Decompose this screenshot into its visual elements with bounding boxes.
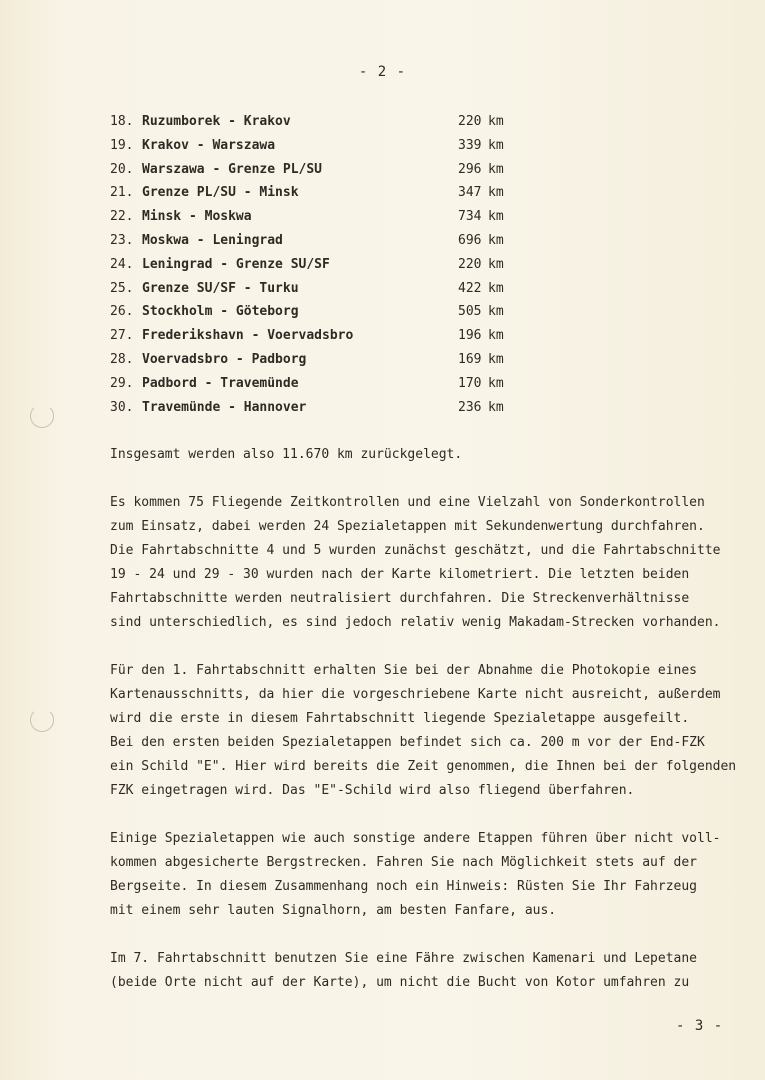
route-row	[110, 181, 530, 205]
route-row	[110, 110, 530, 134]
route-unit: km	[488, 209, 504, 225]
route-number: 20.	[110, 161, 134, 177]
route-name: Grenze SU/SF - Turku	[142, 280, 299, 296]
route-number: 30.	[110, 399, 134, 415]
route-unit: km	[488, 375, 504, 391]
route-unit: km	[488, 351, 504, 367]
text-line: sind unterschiedlich, es sind jedoch relativ wenig Makadam-Strecken vorhanden.	[110, 615, 721, 630]
route-distance: 220	[458, 114, 482, 129]
text-line: kommen abgesicherte Bergstrecken. Fahren Sie nach Möglichkeit stets auf der	[110, 855, 697, 870]
route-distance: 196	[458, 328, 482, 344]
route-row	[110, 372, 530, 396]
route-name: Leningrad - Grenze SU/SF	[142, 256, 330, 272]
route-unit: km	[488, 399, 504, 415]
text-line: Bergseite. In diesem Zusammenhang noch ein Hinweis: Rüsten Sie Ihr Fahrzeug	[110, 879, 697, 894]
route-row	[110, 253, 530, 277]
route-distance: 734	[458, 209, 482, 225]
route-number: 22.	[110, 209, 134, 225]
route-distance: 505	[458, 304, 482, 320]
route-row	[110, 229, 530, 253]
route-unit: km	[488, 114, 504, 129]
route-row	[110, 277, 530, 301]
route-distance: 220	[458, 256, 482, 272]
route-name: Stockholm - Göteborg	[142, 304, 299, 320]
text-line: Die Fahrtabschnitte 4 und 5 wurden zunächst geschätzt, und die Fahrtabschnitte	[110, 543, 721, 558]
route-name: Voervadsbro - Padborg	[142, 351, 307, 367]
text-line: ein Schild "E". Hier wird bereits die Zeit genommen, die Ihnen bei der folgenden	[110, 759, 737, 774]
route-name: Warszawa - Grenze PL/SU	[142, 161, 323, 177]
text-line: Für den 1. Fahrtabschnitt erhalten Sie bei der Abnahme die Photokopie eines	[110, 663, 697, 678]
text-line: Im 7. Fahrtabschnitt benutzen Sie eine Fähre zwischen Kamenari und Lepetane	[110, 951, 697, 966]
route-number: 18.	[110, 114, 134, 129]
route-name: Grenze PL/SU - Minsk	[142, 185, 299, 201]
text-line: Kartenausschnitts, da hier die vorgeschriebene Karte nicht ausreicht, außerdem	[110, 687, 721, 702]
route-number: 25.	[110, 280, 134, 296]
route-row	[110, 396, 530, 420]
punch-hole	[30, 708, 54, 732]
route-name: Moskwa - Leningrad	[142, 232, 283, 248]
route-name: Travemünde - Hannover	[142, 399, 307, 415]
text-line: Es kommen 75 Fliegende Zeitkontrollen und eine Vielzahl von Sonderkontrollen	[110, 495, 705, 510]
paragraph	[110, 659, 750, 803]
route-unit: km	[488, 328, 504, 344]
route-row	[110, 300, 530, 324]
route-list	[110, 110, 530, 419]
text-line: zum Einsatz, dabei werden 24 Spezialetappen mit Sekundenwertung durchfahren.	[110, 519, 705, 534]
route-number: 24.	[110, 256, 134, 272]
route-distance: 347	[458, 185, 482, 201]
text-line: Einige Spezialetappen wie auch sonstige andere Etappen führen über nicht voll-	[110, 831, 721, 846]
route-number: 27.	[110, 328, 134, 344]
paragraph	[110, 443, 750, 467]
route-unit: km	[488, 161, 504, 177]
text-line: wird die erste in diesem Fahrtabschnitt liegende Spezialetappe ausgefeilt.	[110, 711, 690, 726]
route-distance: 422	[458, 280, 482, 296]
route-unit: km	[488, 280, 504, 296]
route-distance: 696	[458, 232, 482, 248]
route-distance: 169	[458, 351, 482, 367]
route-number: 28.	[110, 351, 134, 367]
route-unit: km	[488, 185, 504, 201]
route-distance: 296	[458, 161, 482, 177]
route-number: 23.	[110, 232, 134, 248]
route-name: Frederikshavn - Voervadsbro	[142, 328, 354, 344]
text-line: (beide Orte nicht auf der Karte), um nicht die Bucht von Kotor umfahren zu	[110, 975, 690, 990]
text-line: FZK eingetragen wird. Das "E"-Schild wird also fliegend überfahren.	[110, 783, 635, 798]
route-distance: 339	[458, 137, 482, 153]
route-unit: km	[488, 232, 504, 248]
route-row	[110, 205, 530, 229]
route-name: Ruzumborek - Krakov	[142, 114, 291, 129]
paragraph	[110, 947, 750, 995]
page-number: - 2 -	[358, 64, 407, 80]
route-distance: 236	[458, 399, 482, 415]
route-name: Krakov - Warszawa	[142, 137, 276, 153]
text-line: Bei den ersten beiden Spezialetappen befindet sich ca. 200 m vor der End-FZK	[110, 735, 705, 750]
text-line: Fahrtabschnitte werden neutralisiert durchfahren. Die Streckenverhältnisse	[110, 591, 690, 606]
next-page-marker: - 3 -	[676, 1018, 724, 1034]
route-number: 21.	[110, 185, 134, 201]
route-name: Padbord - Travemünde	[142, 375, 299, 391]
route-row	[110, 348, 530, 372]
text-line: mit einem sehr lauten Signalhorn, am besten Fanfare, aus.	[110, 903, 557, 918]
punch-hole	[30, 404, 54, 428]
route-unit: km	[488, 256, 504, 272]
text-line: Insgesamt werden also 11.670 km zurückgelegt.	[110, 447, 463, 462]
route-row	[110, 324, 530, 348]
route-unit: km	[488, 137, 504, 153]
route-name: Minsk - Moskwa	[142, 209, 252, 225]
route-number: 26.	[110, 304, 134, 320]
paragraph	[110, 827, 750, 923]
route-unit: km	[488, 304, 504, 320]
route-number: 29.	[110, 375, 134, 391]
route-row	[110, 134, 530, 158]
paragraph	[110, 491, 750, 635]
text-line: 19 - 24 und 29 - 30 wurden nach der Karte kilometriert. Die letzten beiden	[110, 567, 690, 582]
route-distance: 170	[458, 375, 482, 391]
route-number: 19.	[110, 137, 134, 153]
route-row	[110, 158, 530, 182]
